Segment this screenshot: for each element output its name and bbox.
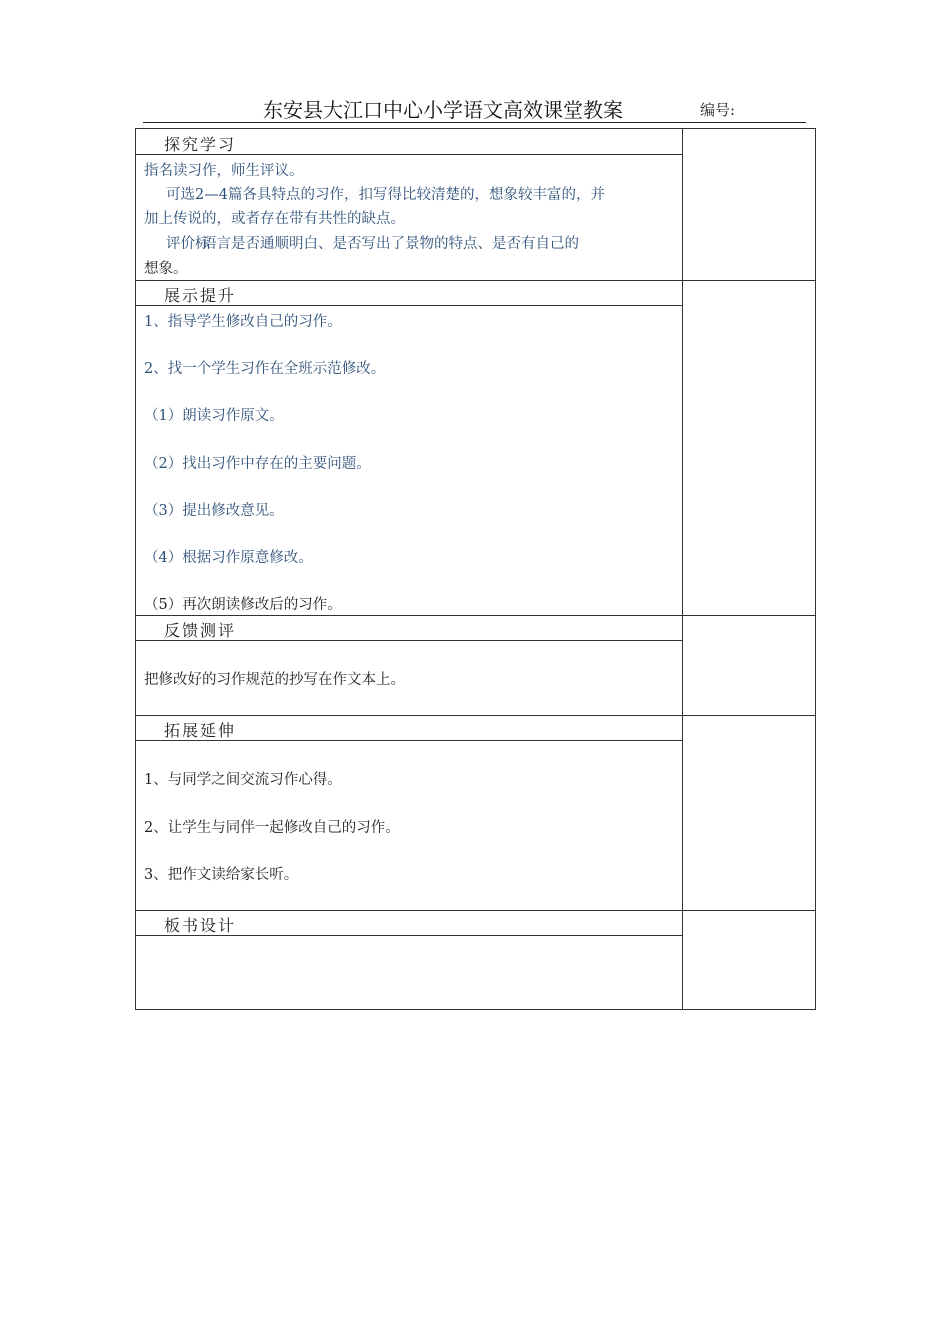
section-show [136, 280, 682, 615]
section-title-divider [136, 640, 682, 641]
document-number-label: 编号: [700, 101, 736, 119]
show-line-2: 2、找一个学生习作在全班示范修改。 [144, 361, 386, 377]
column-divider [682, 129, 683, 1009]
section-title: 拓展延伸 [164, 721, 237, 740]
explore-line-1: 指名读习作，师生评议。 [144, 163, 304, 179]
section-title-divider [136, 154, 682, 155]
explore-line-4a: 评价标 [166, 236, 210, 252]
section-extend [136, 715, 682, 910]
document-title: 东安县大江口中心小学语文高效课堂教案 [263, 98, 623, 122]
extend-line-1: 1、与同学之间交流习作心得。 [144, 772, 342, 788]
section-feedback [136, 615, 682, 715]
section-explore [136, 129, 682, 280]
section-title: 展示提升 [164, 286, 237, 305]
feedback-line-1: 把修改好的习作规范的抄写在作文本上。 [144, 672, 405, 688]
section-title: 探究学习 [164, 135, 237, 154]
show-line-4: （2）找出习作中存在的主要问题。 [144, 456, 371, 472]
lesson-plan-table [135, 128, 816, 1010]
section-title: 反馈测评 [164, 621, 237, 640]
show-line-7: （5）再次朗读修改后的习作。 [144, 597, 342, 613]
explore-line-5: 想象。 [144, 261, 188, 277]
section-title-divider [136, 740, 682, 741]
document-header [143, 92, 806, 123]
section-title-divider [136, 935, 682, 936]
extend-line-3: 3、把作文读给家长听。 [144, 867, 299, 883]
section-board [136, 910, 682, 1009]
show-line-5: （3）提出修改意见。 [144, 503, 284, 519]
extend-line-2: 2、让学生与同伴一起修改自己的习作。 [144, 820, 400, 836]
explore-line-4b: 语言是否通顺明白、是否写出了景物的特点、是否有自己的 [202, 236, 579, 252]
explore-line-3: 加上传说的，或者存在带有共性的缺点。 [144, 211, 405, 227]
section-title: 板书设计 [164, 916, 237, 935]
explore-line-2: 可选2—4篇各具特点的习作，扣写得比较清楚的，想象较丰富的，并 [166, 187, 605, 203]
show-line-6: （4）根据习作原意修改。 [144, 550, 313, 566]
show-line-3: （1）朗读习作原文。 [144, 408, 284, 424]
section-title-divider [136, 305, 682, 306]
show-line-1: 1、指导学生修改自己的习作。 [144, 314, 342, 330]
